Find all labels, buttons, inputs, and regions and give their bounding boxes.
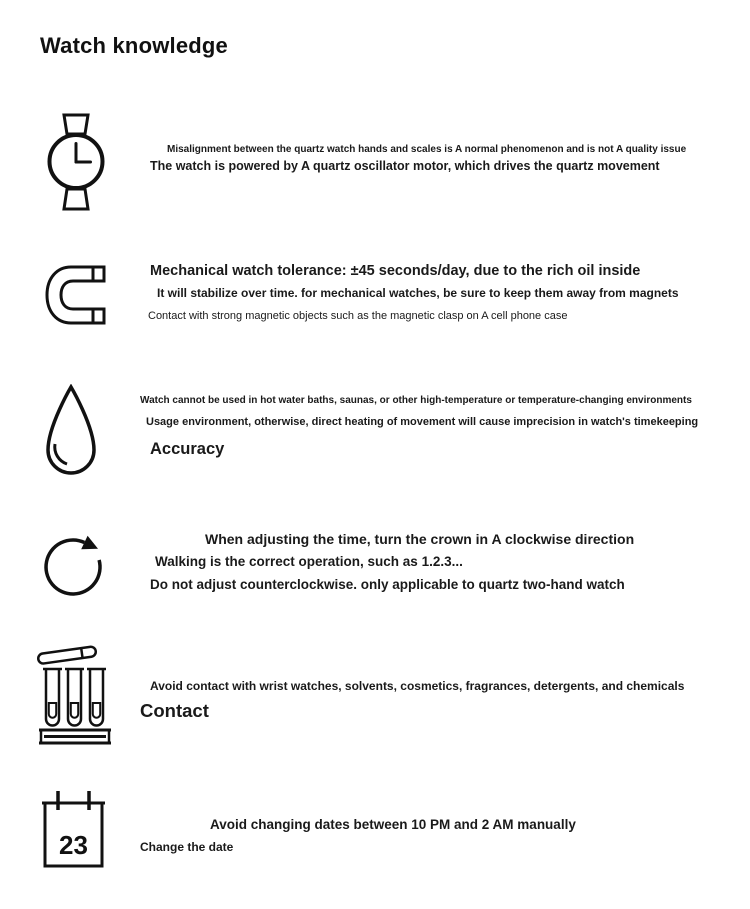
- note-line: Contact with strong magnetic objects such as the magnetic clasp on A cell phone case: [148, 310, 568, 322]
- note-line: The watch is powered by A quartz oscillator motor, which drives the quartz movement: [150, 159, 660, 173]
- magnet-icon: [44, 264, 106, 326]
- section-chemical-contact: [0, 642, 750, 750]
- section-temperature-accuracy: [0, 383, 750, 483]
- note-line: Mechanical watch tolerance: ±45 seconds/day, due to the rich oil inside: [150, 263, 641, 279]
- note-line: Usage environment, otherwise, direct heating of movement will cause imprecision in watch's timekeeping: [146, 416, 699, 428]
- note-headline: Accuracy: [150, 440, 225, 458]
- note-line: Walking is the correct operation, such as 1.2.3...: [155, 554, 463, 569]
- water-drop-icon: [42, 384, 100, 480]
- note-headline: Contact: [140, 700, 209, 721]
- note-line: Misalignment between the quartz watch hands and scales is A normal phenomenon and is not A quality issue: [167, 144, 687, 155]
- wristwatch-icon: [47, 113, 105, 211]
- note-line: Change the date: [140, 840, 234, 854]
- note-line: Watch cannot be used in hot water baths, saunas, or other high-temperature or temperature-changing environments: [140, 395, 692, 406]
- note-line: Avoid contact with wrist watches, solvents, cosmetics, fragrances, detergents, and chemicals: [150, 679, 685, 693]
- page-title: Watch knowledge: [40, 33, 228, 58]
- clockwise-arrow-icon: [40, 519, 108, 603]
- note-line: Do not adjust counterclockwise. only applicable to quartz two-hand watch: [150, 577, 625, 592]
- test-tubes-icon: [36, 643, 114, 747]
- note-line: It will stabilize over time. for mechanical watches, be sure to keep them away from magnets: [157, 286, 679, 300]
- note-line: When adjusting the time, turn the crown in A clockwise direction: [205, 531, 635, 547]
- calendar-icon: [42, 789, 105, 871]
- calendar-date-number: 23: [59, 830, 88, 860]
- section-magnetism: [0, 263, 750, 343]
- section-date-change: [0, 788, 750, 880]
- note-line: Avoid changing dates between 10 PM and 2 AM manually: [210, 817, 576, 832]
- section-quartz-movement: [0, 113, 750, 223]
- section-crown-adjustment: [0, 517, 750, 609]
